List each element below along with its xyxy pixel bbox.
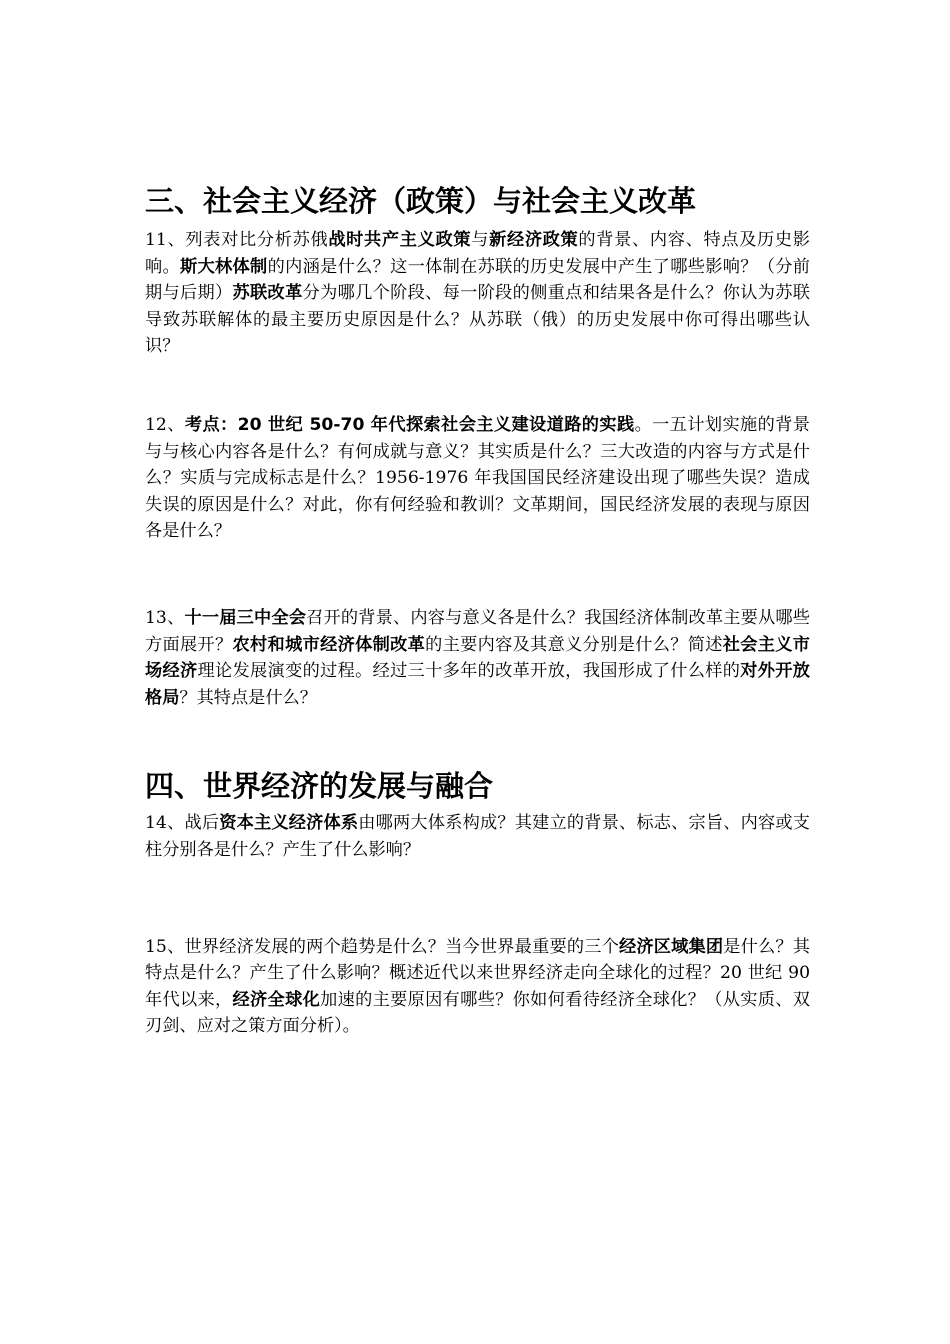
section-heading-3: 三、社会主义经济（政策）与社会主义改革 xyxy=(145,184,697,218)
section-heading-4: 四、世界经济的发展与融合 xyxy=(145,769,494,804)
text-run: 理论发展演变的过程。经过三十多年的改革开放，我国形成了什么样的 xyxy=(197,661,741,682)
question-14 xyxy=(145,810,810,863)
question-15 xyxy=(145,934,810,1040)
bold-keyword: 考点：20 世纪 50-70 年代探索社会主义建设道路的实践 xyxy=(184,414,635,435)
bold-keyword: 十一届三中全会 xyxy=(184,607,307,628)
bold-keyword: 农村和城市经济体制改革 xyxy=(232,634,426,655)
bold-keyword: 战时共产主义政策 xyxy=(328,230,472,250)
question-12 xyxy=(145,412,810,545)
question-13 xyxy=(145,605,810,711)
text-run: 14、战后 xyxy=(145,813,220,834)
bold-keyword: 资本主义经济体系 xyxy=(219,813,359,834)
text-run: ？其特点是什么？ xyxy=(179,687,317,708)
bold-keyword: 对外开放格局 xyxy=(145,661,810,708)
bold-keyword: 社会主义市场经济 xyxy=(145,634,810,682)
text-run: 是什么？其特点是什么？产生了什么影响？概述近代以来世界经济走向全球化的过程？20 世纪 90 年代以来， xyxy=(145,936,810,1010)
text-run: 由哪两大体系构成？其建立的背景、标志、宗旨、内容或支柱分别各是什么？产生了什么影响？ xyxy=(145,813,810,860)
text-run: 的主要内容及其意义分别是什么？简述 xyxy=(425,634,723,655)
text-run: 13、 xyxy=(145,607,185,628)
text-run: 。一五计划实施的背景与与核心内容各是什么？有何成就与意义？其实质是什么？三大改造的内容与方式是什么？实质与完成标志是什么？1956-1976 年我国国民经济建设出现了哪些失误？造成失误的原因是什么？对此，你有何经验和教训？文革期间，国民经济发展的表现与原因各是什么？ xyxy=(145,414,810,542)
bold-keyword: 经济全球化 xyxy=(232,989,321,1010)
text-run: 分为哪几个阶段、每一阶段的侧重点和结果各是什么？你认为苏联导致苏联解体的最主要历史原因是什么？从苏联（俄）的历史发展中你可得出哪些认识？ xyxy=(145,283,810,357)
text-run: 召开的背景、内容与意义各是什么？我国经济体制改革主要从哪些方面展开？ xyxy=(145,607,810,655)
bold-keyword: 新经济政策 xyxy=(489,230,579,250)
document-content xyxy=(145,183,810,1040)
bold-keyword: 经济区域集团 xyxy=(618,936,724,957)
text-run: 12、 xyxy=(145,414,185,435)
text-run: 与 xyxy=(471,230,490,250)
text-run: 11、列表对比分析苏俄 xyxy=(145,230,329,250)
text-run: 15、世界经济发展的两个趋势是什么？当今世界最重要的三个 xyxy=(145,936,619,957)
text-run: 加速的主要原因有哪些？你如何看待经济全球化？（从实质、双刃剑、应对之策方面分析）。 xyxy=(145,989,810,1037)
question-11 xyxy=(145,227,810,360)
bold-keyword: 斯大林体制 xyxy=(180,256,268,277)
text-run: 的背景、内容、特点及历史影响。 xyxy=(145,230,810,277)
bold-keyword: 苏联改革 xyxy=(232,283,303,304)
text-run: 的内涵是什么？这一体制在苏联的历史发展中产生了哪些影响？（分前期与后期） xyxy=(145,256,810,304)
